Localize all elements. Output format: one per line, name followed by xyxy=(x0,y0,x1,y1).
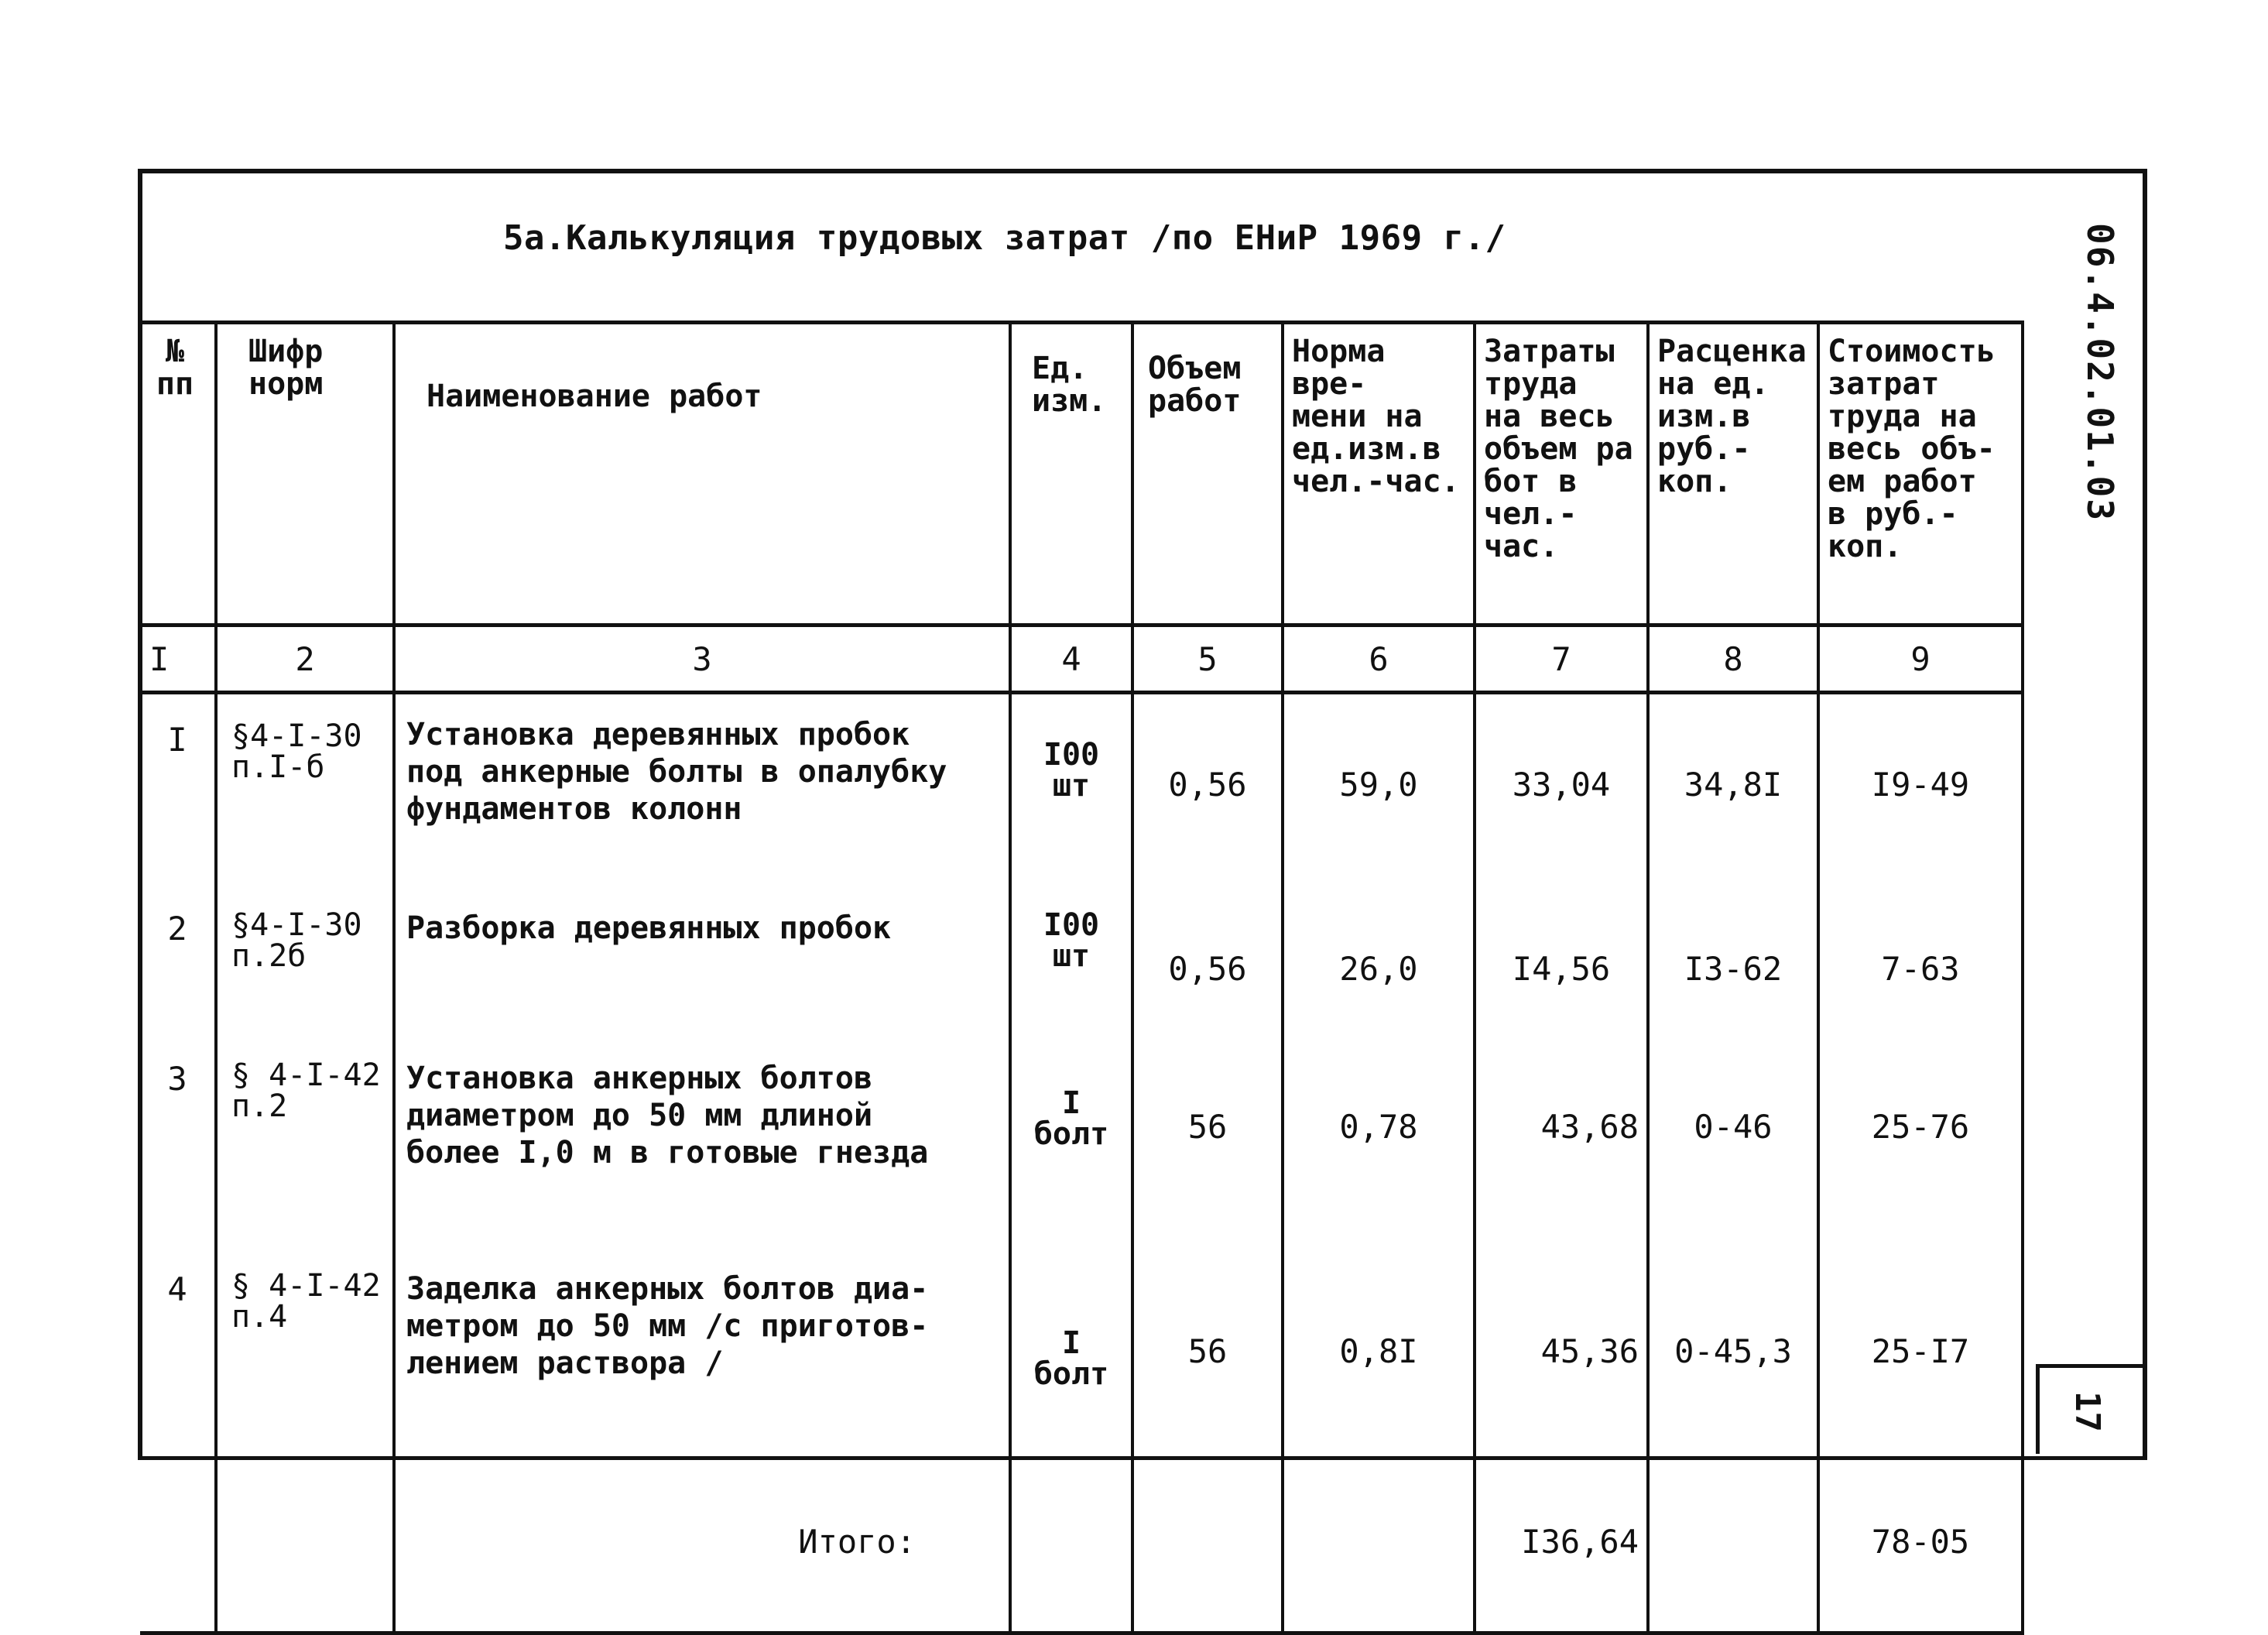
unit: I болт xyxy=(1010,1052,1132,1263)
labor-total: 45,36 xyxy=(1475,1263,1648,1479)
labor-cost-table xyxy=(140,320,2024,1635)
total-labor: I36,64 xyxy=(1475,1479,1648,1633)
page-number: 17 xyxy=(2067,1391,2107,1432)
work-name: Разборка деревянных пробок xyxy=(394,903,1010,1052)
header-rate: Расценка на ед. изм.в руб.- коп. xyxy=(1648,323,1818,626)
volume: 0,56 xyxy=(1132,903,1283,1052)
column-number: 8 xyxy=(1648,626,1818,693)
norm-code: § 4-I-42 п.2 xyxy=(216,1052,394,1263)
header-volume: Объем работ xyxy=(1132,323,1283,626)
column-number: 2 xyxy=(216,626,394,693)
unit-rate: I3-62 xyxy=(1648,903,1818,1052)
row-number: 3 xyxy=(140,1052,216,1263)
header-code: Шифр норм xyxy=(216,323,394,626)
header-unit: Ед. изм. xyxy=(1010,323,1132,626)
header-cost: Стоимость затрат труда на весь объ- ем работ в руб.- коп. xyxy=(1818,323,2023,626)
work-name: Установка анкерных болтов диаметром до 50 мм длиной более I,0 м в готовые гнезда xyxy=(394,1052,1010,1263)
header-name: Наименование работ xyxy=(394,323,1010,626)
column-number: 4 xyxy=(1010,626,1132,693)
column-number: 9 xyxy=(1818,626,2023,693)
norm-code: § 4-I-42 п.4 xyxy=(216,1263,394,1479)
unit: I00 шт xyxy=(1010,693,1132,904)
labor-total: 33,04 xyxy=(1475,693,1648,904)
labor-cost: 25-76 xyxy=(1818,1052,2023,1263)
total-row xyxy=(140,1479,2023,1633)
time-norm: 26,0 xyxy=(1283,903,1475,1052)
table-row xyxy=(140,1052,2023,1263)
time-norm: 0,78 xyxy=(1283,1052,1475,1263)
column-number: 3 xyxy=(394,626,1010,693)
empty-cell xyxy=(1283,1479,1475,1633)
document-title: 5а.Калькуляция трудовых затрат /по ЕНиР 1969 г./ xyxy=(503,218,1506,258)
column-number: 6 xyxy=(1283,626,1475,693)
unit: I00 шт xyxy=(1010,903,1132,1052)
table-row xyxy=(140,903,2023,1052)
row-number: 4 xyxy=(140,1263,216,1479)
header-labor: Затраты труда на весь объем ра бот в чел.- час. xyxy=(1475,323,1648,626)
time-norm: 0,8I xyxy=(1283,1263,1475,1479)
norm-code: §4-I-30 п.2б xyxy=(216,903,394,1052)
time-norm: 59,0 xyxy=(1283,693,1475,904)
empty-cell xyxy=(1010,1479,1132,1633)
labor-total: I4,56 xyxy=(1475,903,1648,1052)
labor-cost: 25-I7 xyxy=(1818,1263,2023,1479)
document-code: 06.4.02.01.03 xyxy=(2079,223,2121,523)
header-row xyxy=(140,323,2023,626)
work-name: Заделка анкерных болтов диа- метром до 50 мм /с приготов- лением раствора / xyxy=(394,1263,1010,1479)
column-number-row xyxy=(140,626,2023,693)
unit: I болт xyxy=(1010,1263,1132,1479)
norm-code: §4-I-30 п.I-б xyxy=(216,693,394,904)
row-number: 2 xyxy=(140,903,216,1052)
column-number: 7 xyxy=(1475,626,1648,693)
volume: 56 xyxy=(1132,1052,1283,1263)
column-number: I xyxy=(140,626,216,693)
labor-cost: 7-63 xyxy=(1818,903,2023,1052)
total-cost: 78-05 xyxy=(1818,1479,2023,1633)
volume: 56 xyxy=(1132,1263,1283,1479)
empty-cell xyxy=(216,1479,394,1633)
labor-total: 43,68 xyxy=(1475,1052,1648,1263)
table-row xyxy=(140,693,2023,904)
table-row xyxy=(140,1263,2023,1479)
total-label: Итого: xyxy=(394,1479,1010,1633)
column-number: 5 xyxy=(1132,626,1283,693)
volume: 0,56 xyxy=(1132,693,1283,904)
empty-cell xyxy=(1132,1479,1283,1633)
unit-rate: 0-45,3 xyxy=(1648,1263,1818,1479)
unit-rate: 34,8I xyxy=(1648,693,1818,904)
work-name: Установка деревянных пробок под анкерные болты в опалубку фундаментов колонн xyxy=(394,693,1010,904)
unit-rate: 0-46 xyxy=(1648,1052,1818,1263)
empty-cell xyxy=(140,1479,216,1633)
header-no: № пп xyxy=(140,323,216,626)
row-number: I xyxy=(140,693,216,904)
labor-cost: I9-49 xyxy=(1818,693,2023,904)
header-norm: Норма вре- мени на ед.изм.в чел.-час. xyxy=(1283,323,1475,626)
empty-cell xyxy=(1648,1479,1818,1633)
